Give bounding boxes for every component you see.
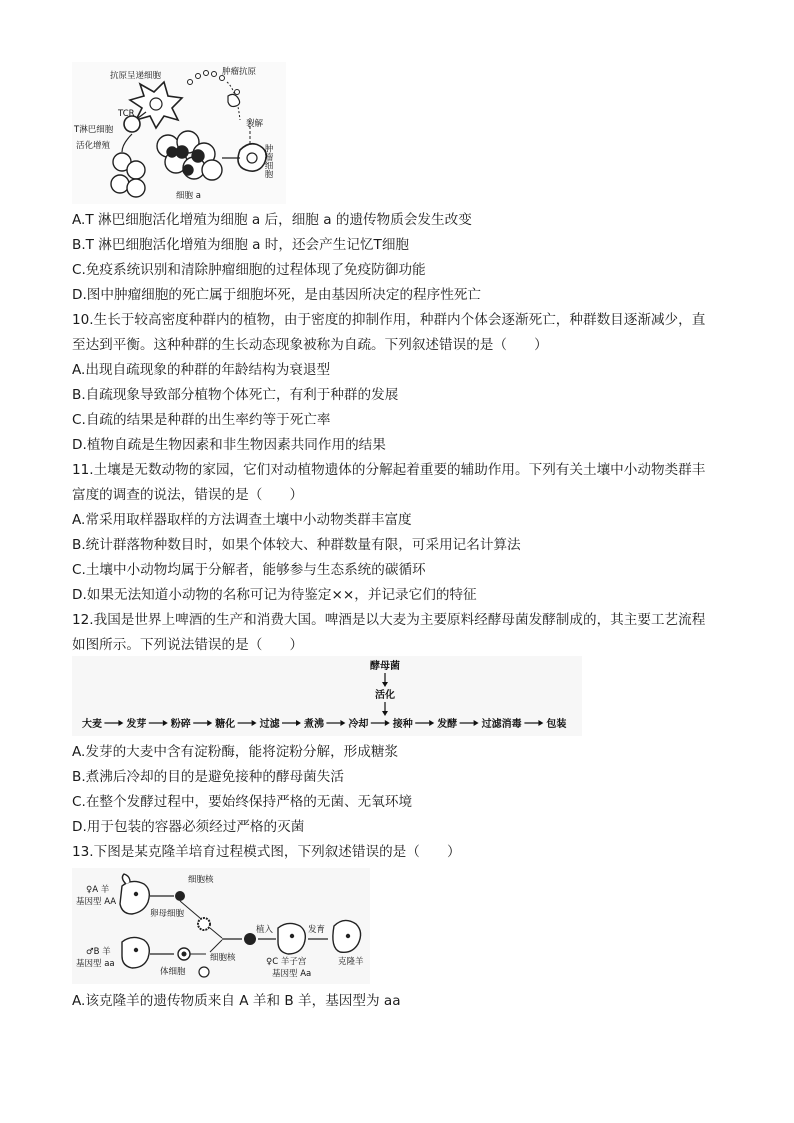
label-tumor-cell: 肿瘤细胞 (263, 144, 273, 178)
label-sheep-a: ♀A 羊 (86, 885, 110, 895)
q9-option-a: A.T 淋巴细胞活化增殖为细胞 a 后，细胞 a 的遗传物质会发生改变 (72, 212, 472, 228)
q10-option-a: A.出现自疏现象的种群的年龄结构为衰退型 (72, 362, 331, 378)
label-implant: 植入 (256, 925, 274, 935)
q10-option-d: D.植物自疏是生物因素和非生物因素共同作用的结果 (72, 437, 386, 453)
apc-nucleus (150, 98, 162, 110)
q10-option-b: B.自疏现象导致部分植物个体死亡，有利于种群的发展 (72, 387, 399, 403)
q12-option-a: A.发芽的大麦中含有淀粉酶，能将淀粉分解，形成糖浆 (72, 744, 399, 760)
q12-option-b: B.煮沸后冷却的目的是避免接种的酵母菌失活 (72, 769, 344, 785)
q11-option-d: D.如果无法知道小动物的名称可记为待鉴定××，并记录它们的特征 (72, 587, 477, 603)
label-nucleus-top: 细胞核 (188, 875, 214, 885)
label-uterus-c: ♀C 羊子宫 (266, 957, 307, 967)
q10-stem-line2: 至达到平衡。这种种群的生长动态现象被称为自疏。下列叙述错误的是（ ） (72, 337, 548, 353)
tumor-cell-nucleus (247, 153, 257, 163)
clone-background (72, 868, 370, 984)
label-tcr: TCR (118, 109, 135, 119)
fused-cell-shape (244, 933, 256, 945)
flow-yeast: 酵母菌 (370, 661, 400, 672)
clone-sheep-svg (72, 868, 370, 984)
empty-cell-shape (199, 967, 209, 977)
nucleus-top-dot (175, 891, 185, 901)
flow-step: 粉碎 (170, 719, 191, 730)
q13-option-a: A.该克隆羊的遗传物质来自 A 羊和 B 羊，基因型为 aa (72, 993, 401, 1009)
label-cell-a: 细胞 a (176, 191, 201, 201)
q11-option-c: C.土壤中小动物均属于分解者，能够参与生态系统的碳循环 (72, 562, 426, 578)
q12-stem-line2: 如图所示。下列说法错误的是（ ） (72, 637, 304, 653)
q11-stem-line1: 11.土壤是无数动物的家园，它们对动植物遗体的分解起着重要的辅助作用。下列有关土壤中小动物类群丰 (72, 462, 706, 478)
flow-step: 煮沸 (304, 719, 324, 730)
q12-option-d: D.用于包装的容器必须经过严格的灭菌 (72, 819, 305, 835)
flow-step: 发酵 (437, 719, 458, 730)
label-clone: 克隆羊 (338, 957, 364, 967)
clone-sheep-figure (72, 868, 370, 984)
label-t-cell: T淋巴细胞 (74, 125, 114, 135)
q9-option-b: B.T 淋巴细胞活化增殖为细胞 a 时，还会产生记忆T细胞 (72, 237, 410, 253)
label-sheep-b: ♂B 羊 (86, 947, 111, 957)
flow-step: 发芽 (126, 719, 147, 730)
q11-option-a: A.常采用取样器取样的方法调查土壤中小动物类群丰富度 (72, 512, 412, 528)
immune-figure (72, 62, 286, 204)
flow-step: 接种 (392, 719, 413, 730)
label-apc: 抗原呈递细胞 (110, 71, 162, 81)
flow-step: 过滤消毒 (481, 719, 522, 730)
label-genotype-c: 基因型 Aa (272, 969, 312, 979)
flow-step: 冷却 (348, 719, 369, 730)
q10-option-c: C.自疏的结果是种群的出生率约等于死亡率 (72, 412, 331, 428)
flow-activate: 活化 (375, 690, 395, 701)
label-activation: 活化增殖 (76, 141, 111, 151)
body-cell-nucleus (182, 952, 187, 957)
q11-stem-line2: 富度的调查的说法，错误的是（ ） (72, 487, 304, 503)
label-develop: 发育 (308, 925, 326, 935)
q10-stem-line1: 10.生长于较高密度种群内的植物，由于密度的抑制作用，种群内个体会逐渐死亡，种群数目逐渐减少，直 (72, 312, 706, 328)
immune-diagram-svg (72, 62, 286, 204)
flow-step: 过滤 (259, 719, 280, 730)
q13-stem: 13.下图是某克隆羊培育过程模式图，下列叙述错误的是（ ） (72, 844, 461, 860)
label-tumor-antigen: 肿瘤抗原 (222, 67, 257, 77)
beer-process-figure (72, 656, 582, 736)
q12-stem-line1: 12.我国是世界上啤酒的生产和消费大国。啤酒是以大麦为主要原料经酵母菌发酵制成的，其主要工艺流程 (72, 612, 706, 628)
flow-step: 大麦 (82, 719, 102, 730)
sheep-c-head-icon (278, 923, 305, 954)
label-body-cell: 体细胞 (160, 967, 186, 977)
q9-option-c: C.免疫系统识别和清除肿瘤细胞的过程体现了免疫防御功能 (72, 262, 426, 278)
oocyte-shape (198, 918, 210, 930)
label-genotype-b: 基因型 aa (76, 959, 115, 969)
label-nucleus-bottom: 细胞核 (210, 953, 236, 963)
flow-step: 包装 (546, 719, 567, 730)
q9-option-d: D.图中肿瘤细胞的死亡属于细胞坏死，是由基因所决定的程序性死亡 (72, 287, 482, 303)
q11-option-b: B.统计群落物种数目时，如果个体较大、种群数量有限，可采用记名计算法 (72, 537, 521, 553)
label-oocyte: 卵母细胞 (150, 909, 185, 919)
label-lysis: 裂解 (246, 119, 264, 129)
sheep-b-head-icon (122, 937, 149, 968)
flow-step: 糖化 (215, 719, 236, 730)
beer-process-svg (72, 656, 582, 736)
q12-option-c: C.在整个发酵过程中，要始终保持严格的无菌、无氧环境 (72, 794, 413, 810)
label-genotype-a: 基因型 AA (76, 897, 117, 907)
